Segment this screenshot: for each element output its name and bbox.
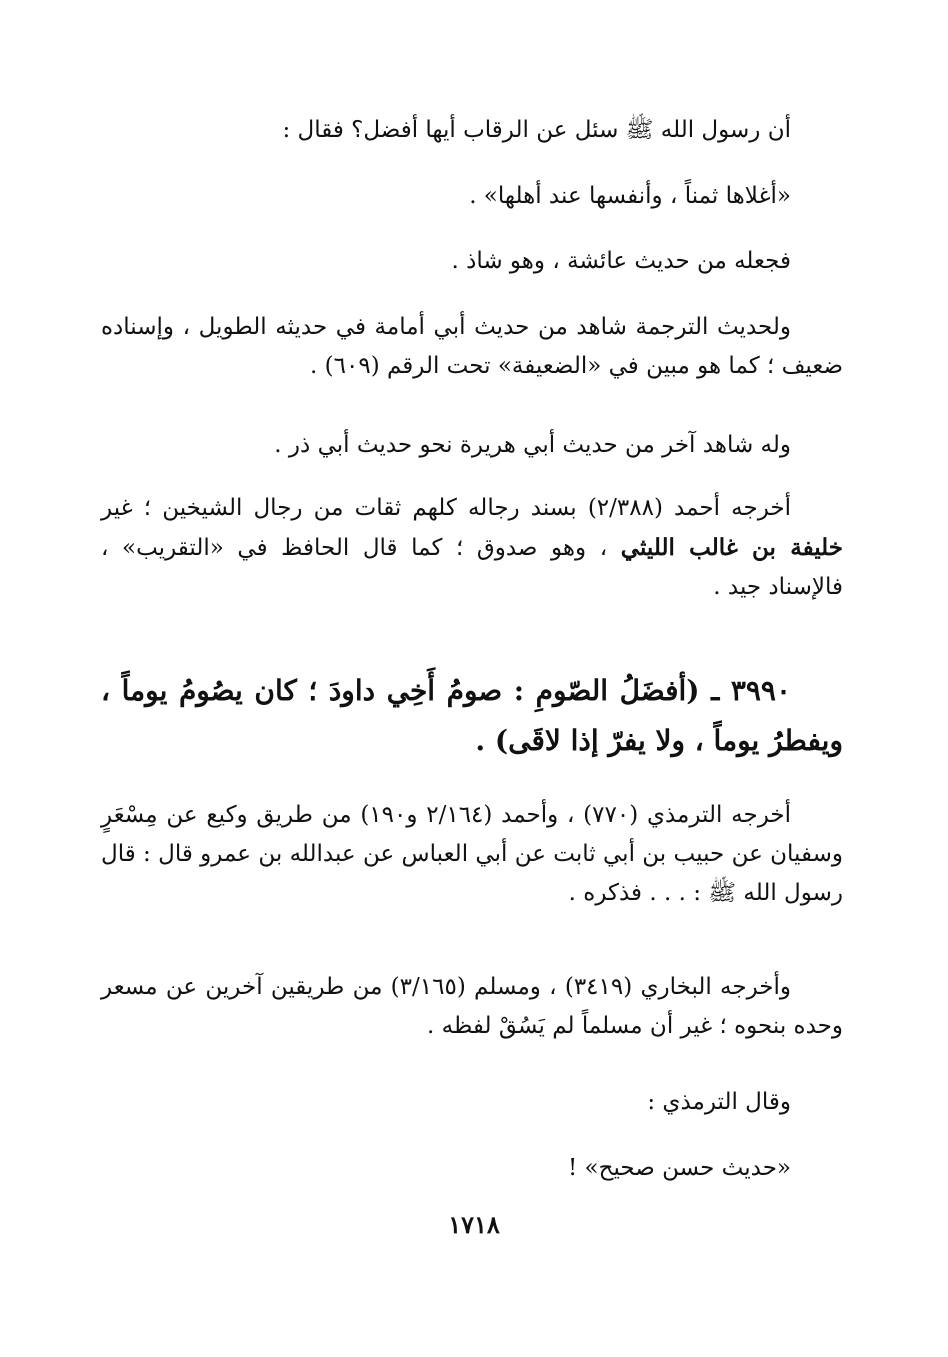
paragraph-hadith-answer: «أغلاها ثمناً ، وأنفسها عند أهلها» . [469,183,791,209]
paragraph-tirmidhi-said: وقال الترمذي : [647,1089,791,1115]
paragraph-abu-hurayra-witness: وله شاهد آخر من حديث أبي هريرة نحو حديث أبي ذر . [274,432,791,458]
narrator-name: خليفة بن غالب الليثي [620,534,843,561]
ahmad-takhrij-text: أخرجه أحمد (٢/٣٨٨) بسند رجاله كلهم ثقات من رجال الشيخين ؛ غير [101,495,791,521]
paragraph-tirmidhi-grading: «حديث حسن صحيح» ! [567,1155,791,1181]
ahmad-takhrij-conclusion: ، وهو صدوق ؛ كما قال الحافظ في «التقريب» ، فالإسناد جيد . [101,535,843,600]
paragraph-bukhari-muslim-takhrij: وأخرجه البخاري (٣٤١٩) ، ومسلم (٣/١٦٥) من طريقين آخرين عن مسعر وحده بنحوه ؛ غير أن مسلماً لم يَسُقْ لفظه . [101,974,843,1039]
paragraph-ahmad-takhrij [101,489,843,607]
paragraph-abu-umama-witness: ولحديث الترجمة شاهد من حديث أبي أمامة في حديثه الطويل ، وإسناده ضعيف ؛ كما هو مبين في «الضعيفة» تحت الرقم (٦٠٩) . [101,314,843,379]
paragraph-tirmidhi-takhrij: أخرجه الترمذي (٧٧٠) ، وأحمد (٢/١٦٤ و١٩٠) من طريق وكيع عن مِسْعَرٍ وسفيان عن حبيب بن أبي ثابت عن أبي العباس عن عبدالله بن عمرو قال : قال رسول الله ﷺ : . . . فذكره . [101,802,843,906]
hadith-3990-heading: ٣٩٩٠ ـ (أفضَلُ الصّومِ : صومُ أَخِي داودَ ؛ كان يصُومُ يوماً ، ويفطرُ يوماً ، ولا يفرّ إذا لاقَى) . [101,674,843,757]
paragraph-aisha-note: فجعله من حديث عائشة ، وهو شاذ . [451,248,791,274]
paragraph-hadith-question: أن رسول الله ﷺ سئل عن الرقاب أيها أفضل؟ فقال : [282,117,791,143]
page-number: ١٧١٨ [448,1210,500,1239]
